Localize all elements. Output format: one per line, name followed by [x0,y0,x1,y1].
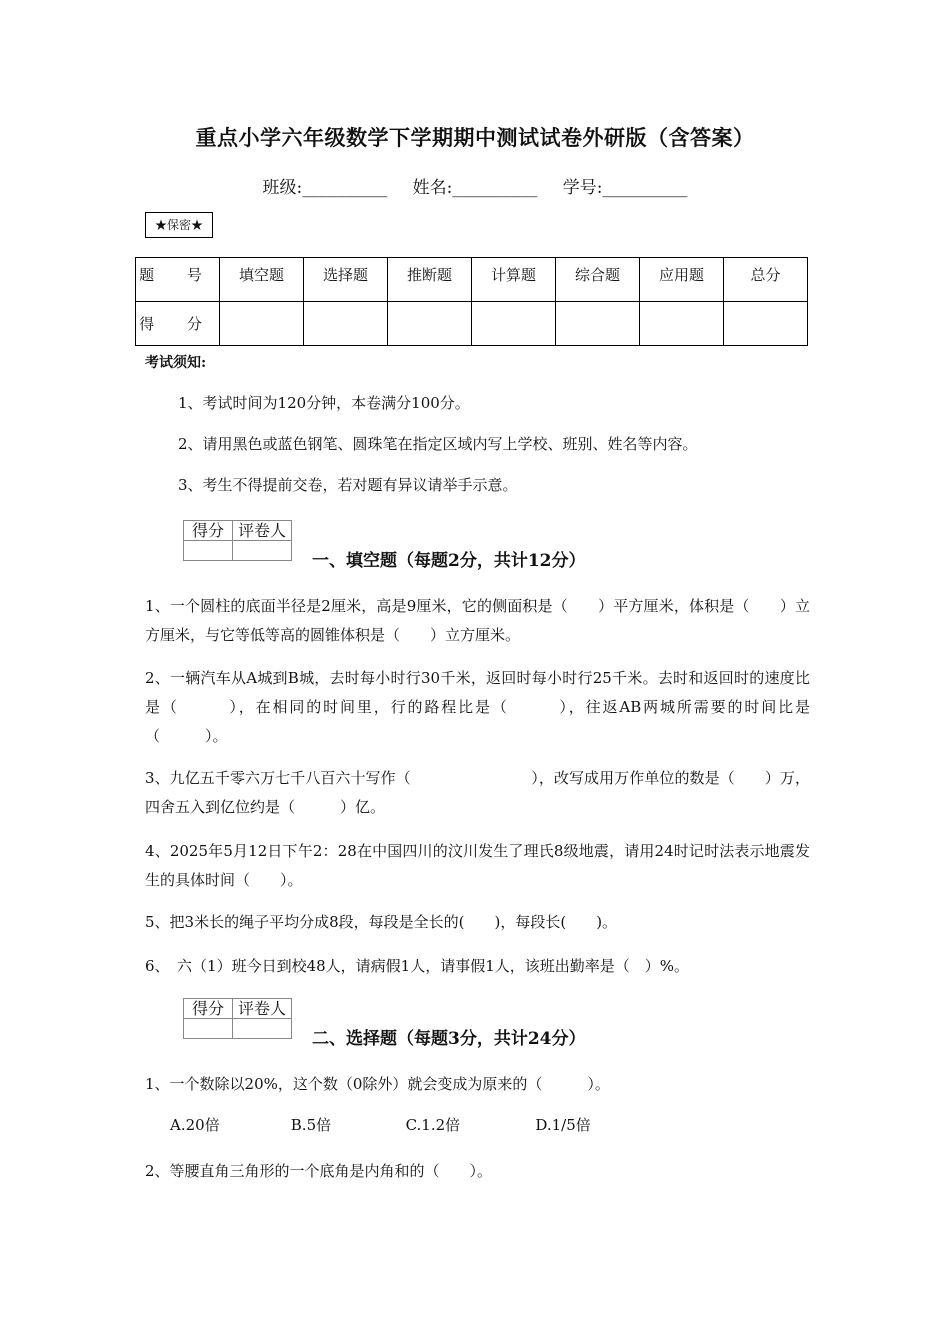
question: 2、一辆汽车从A城到B城，去时每小时行30千米，返回时每小时行25千米。去时和返回时的速度比是（ ），在相同的时间里，行的路程比是（ ），往返AB两城所需要的时间比是（ ）。 [145,669,810,745]
notice-item: 3、考生不得提前交卷，若对题有异议请举手示意。 [178,476,518,494]
score-cell[interactable] [388,302,472,346]
notice-item: 1、考试时间为120分钟，本卷满分100分。 [178,394,470,412]
answer-options [170,1114,591,1135]
scorer-score-cell[interactable] [184,1019,233,1039]
score-cell[interactable] [220,302,304,346]
score-cell[interactable] [304,302,388,346]
secret-badge: ★保密★ [145,212,213,238]
page-title: 重点小学六年级数学下学期期中测试试卷外研版（含答案） [195,125,755,150]
question: 1、一个圆柱的底面半径是2厘米，高是9厘米，它的侧面积是（ ）平方厘米，体积是（ ）立方厘米，与它等低等高的圆锥体积是（ ）立方厘米。 [145,597,810,644]
score-table-header: 应用题 [640,258,724,302]
score-cell[interactable] [640,302,724,346]
scorer-grader-cell[interactable] [233,541,292,561]
score-row-label: 得 分 [136,302,220,346]
question: 1、一个数除以20%，这个数（0除外）就会变成为原来的（ ）。 [145,1075,610,1093]
option-c[interactable]: C.1.2倍 [405,1116,461,1134]
option-d[interactable]: D.1/5倍 [535,1116,591,1134]
score-table-header: 综合题 [556,258,640,302]
question: 3、九亿五千零六万七千八百六十写作（ ），改写成用万作单位的数是（ ）万，四舍五入到亿位约是（ ）亿。 [145,769,810,816]
notice-heading: 考试须知: [145,355,207,371]
score-cell[interactable] [472,302,556,346]
score-table [135,257,808,346]
question: 5、把3米长的绳子平均分成8段，每段是全长的( )，每段长( )。 [145,913,618,931]
scorer-score-label: 得分 [184,999,233,1019]
notice-item: 2、请用黑色或蓝色钢笔、圆珠笔在指定区域内写上学校、班别、姓名等内容。 [178,435,698,453]
score-table-header: 题 号 [136,258,220,302]
scorer-score-cell[interactable] [184,541,233,561]
scorer-box [183,998,292,1039]
score-table-header: 填空题 [220,258,304,302]
score-table-header: 总分 [724,258,808,302]
question: 6、 六（1）班今日到校48人，请病假1人，请事假1人，该班出勤率是（ ）%。 [145,957,690,975]
student-id-field[interactable]: 学号:__________ [562,178,688,198]
option-b[interactable]: B.5倍 [290,1116,332,1134]
question: 4、2025年5月12日下午2：28在中国四川的汶川发生了理氏8级地震，请用24时记时法表示地震发生的具体时间（ ）。 [145,842,810,889]
scorer-grader-label: 评卷人 [233,521,292,541]
section-title: 一、填空题（每题2分，共计12分） [312,551,586,571]
section-title: 二、选择题（每题3分，共计24分） [312,1029,586,1049]
score-table-header: 推断题 [388,258,472,302]
score-cell[interactable] [556,302,640,346]
student-info [0,173,950,198]
score-table-header: 计算题 [472,258,556,302]
option-a[interactable]: A.20倍 [170,1116,220,1134]
scorer-grader-label: 评卷人 [233,999,292,1019]
scorer-box [183,520,292,561]
name-field[interactable]: 姓名:__________ [412,178,538,198]
class-field[interactable]: 班级:__________ [262,178,388,198]
scorer-score-label: 得分 [184,521,233,541]
score-cell[interactable] [724,302,808,346]
score-table-header: 选择题 [304,258,388,302]
question: 2、等腰直角三角形的一个底角是内角和的（ ）。 [145,1162,493,1180]
scorer-grader-cell[interactable] [233,1019,292,1039]
